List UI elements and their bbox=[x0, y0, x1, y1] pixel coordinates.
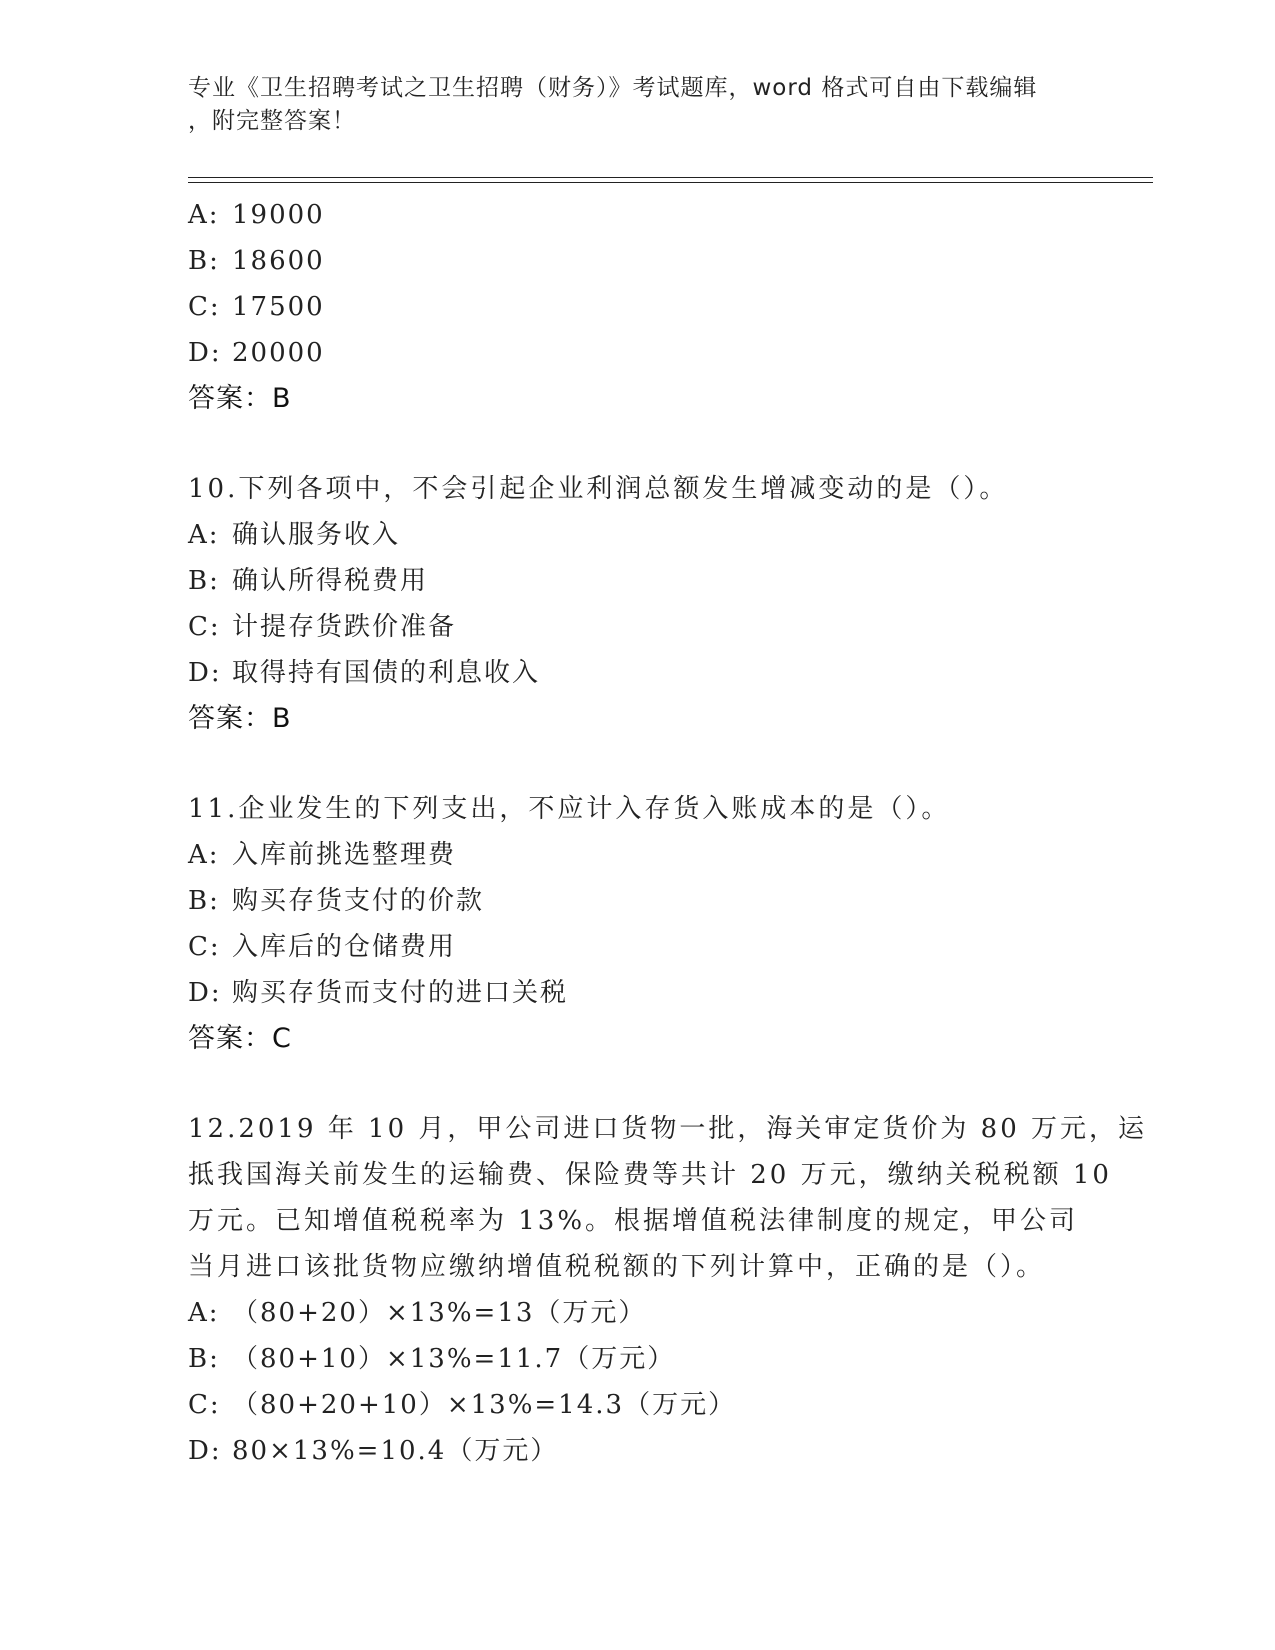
spacer bbox=[188, 1062, 1088, 1106]
question-11 bbox=[188, 786, 1088, 1062]
question-text-line: 12.2019 年 10 月，甲公司进口货物一批，海关审定货价为 80 万元，运 bbox=[188, 1114, 1148, 1144]
option-c: C: 17500 bbox=[188, 292, 325, 322]
option-d: D: 80×13%=10.4（万元） bbox=[188, 1436, 559, 1466]
option-text: 计提存货跌价准备 bbox=[232, 612, 457, 642]
option-text: 确认所得税费用 bbox=[232, 566, 429, 596]
option-text: 17500 bbox=[232, 292, 325, 322]
option-text: （80+20）×13%=13（万元） bbox=[232, 1298, 647, 1328]
question-9 bbox=[188, 192, 1088, 422]
question-text-line: 万元。已知增值税税率为 13%。根据增值税法律制度的规定，甲公司 bbox=[188, 1206, 1079, 1236]
option-text: 购买存货支付的价款 bbox=[232, 886, 485, 916]
header-divider-top bbox=[188, 177, 1153, 178]
question-text-line: 当月进口该批货物应缴纳增值税税额的下列计算中，正确的是（）。 bbox=[188, 1252, 1046, 1282]
option-c: C: （80+20+10）×13%=14.3（万元） bbox=[188, 1390, 737, 1420]
option-a: A: （80+20）×13%=13（万元） bbox=[188, 1298, 647, 1328]
question-12 bbox=[188, 1106, 1148, 1474]
spacer bbox=[188, 742, 1088, 786]
header-line-2: ，附完整答案！ bbox=[188, 108, 356, 134]
option-d: D: 20000 bbox=[188, 338, 325, 368]
option-text: 80×13%=10.4（万元） bbox=[232, 1436, 559, 1466]
header-divider-bottom bbox=[188, 182, 1153, 183]
header-line-1: 专业《卫生招聘考试之卫生招聘（财务）》考试题库，word 格式可自由下载编辑 bbox=[188, 75, 1038, 101]
option-b: B: 18600 bbox=[188, 246, 325, 276]
answer-line: 答案：C bbox=[188, 1023, 292, 1054]
option-text: 入库前挑选整理费 bbox=[232, 840, 457, 870]
option-d: D: 购买存货而支付的进口关税 bbox=[188, 978, 569, 1008]
spacer bbox=[188, 422, 1088, 466]
document-header bbox=[188, 72, 1088, 138]
option-text: 入库后的仓储费用 bbox=[232, 932, 457, 962]
option-text: （80+20+10）×13%=14.3（万元） bbox=[232, 1390, 737, 1420]
answer-line: 答案：B bbox=[188, 383, 292, 414]
option-text: 20000 bbox=[232, 338, 325, 368]
answer-line: 答案：B bbox=[188, 703, 292, 734]
option-b: B: （80+10）×13%=11.7（万元） bbox=[188, 1344, 676, 1374]
option-text: 18600 bbox=[232, 246, 325, 276]
option-c: C: 计提存货跌价准备 bbox=[188, 612, 457, 642]
question-text: 10.下列各项中，不会引起企业利润总额发生增减变动的是（）。 bbox=[188, 474, 1009, 504]
question-text: 11.企业发生的下列支出，不应计入存货入账成本的是（）。 bbox=[188, 794, 951, 824]
option-d: D: 取得持有国债的利息收入 bbox=[188, 658, 541, 688]
option-text: （80+10）×13%=11.7（万元） bbox=[232, 1344, 676, 1374]
question-text-line: 抵我国海关前发生的运输费、保险费等共计 20 万元，缴纳关税税额 10 bbox=[188, 1160, 1112, 1190]
option-a: A: 19000 bbox=[188, 200, 325, 230]
option-b: B: 购买存货支付的价款 bbox=[188, 886, 485, 916]
option-c: C: 入库后的仓储费用 bbox=[188, 932, 457, 962]
option-a: A: 确认服务收入 bbox=[188, 520, 401, 550]
option-a: A: 入库前挑选整理费 bbox=[188, 840, 457, 870]
option-text: 确认服务收入 bbox=[232, 520, 401, 550]
option-text: 19000 bbox=[232, 200, 325, 230]
option-b: B: 确认所得税费用 bbox=[188, 566, 429, 596]
question-list bbox=[188, 192, 1148, 1474]
option-text: 取得持有国债的利息收入 bbox=[232, 658, 541, 688]
question-10 bbox=[188, 466, 1088, 742]
option-text: 购买存货而支付的进口关税 bbox=[232, 978, 569, 1008]
